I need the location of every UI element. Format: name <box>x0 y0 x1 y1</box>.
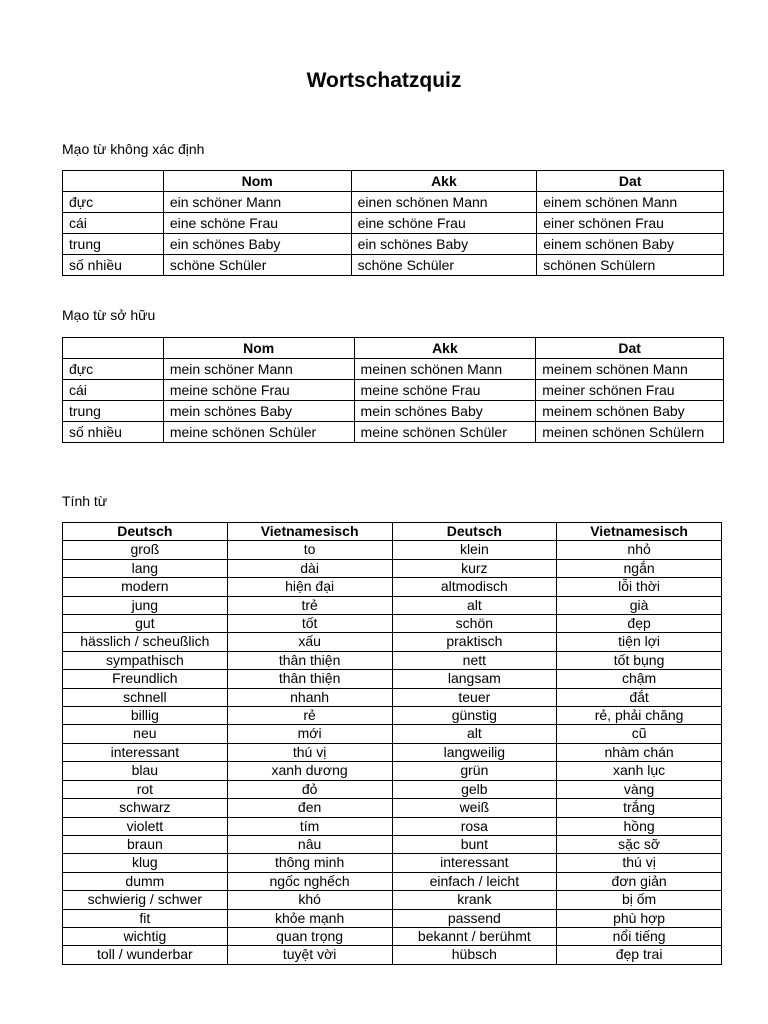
table-cell: già <box>557 596 722 614</box>
table-row <box>63 799 722 817</box>
table-cell: schöne Schüler <box>163 255 351 276</box>
table-cell: hồng <box>557 817 722 835</box>
table-row <box>63 578 722 596</box>
table-cell: meinem schönen Mann <box>536 359 724 380</box>
table-cell: langsam <box>392 670 557 688</box>
table-row <box>63 213 724 234</box>
table-cell: nett <box>392 651 557 669</box>
table-row <box>63 780 722 798</box>
table-cell: mới <box>227 725 392 743</box>
table-row <box>63 401 724 422</box>
table-cell: mein schöner Mann <box>163 359 354 380</box>
table-row <box>63 762 722 780</box>
table-cell: số nhiều <box>63 255 164 276</box>
table-cell: praktisch <box>392 633 557 651</box>
table-row <box>63 541 722 559</box>
table-cell: meine schönen Schüler <box>354 422 536 443</box>
table-cell: meine schöne Frau <box>354 380 536 401</box>
column-header: Akk <box>351 171 537 192</box>
table-row <box>63 909 722 927</box>
table-cell: bunt <box>392 835 557 853</box>
column-header <box>63 171 164 192</box>
table-cell: jung <box>63 596 228 614</box>
table-cell: billig <box>63 707 228 725</box>
table-cell: einfach / leicht <box>392 872 557 890</box>
table-row <box>63 725 722 743</box>
table-cell: vàng <box>557 780 722 798</box>
table-cell: dumm <box>63 872 228 890</box>
table-cell: ein schönes Baby <box>351 234 537 255</box>
column-header: Deutsch <box>63 523 228 541</box>
table-cell: nhỏ <box>557 541 722 559</box>
table-cell: đen <box>227 799 392 817</box>
section-label-indefinite: Mạo từ không xác định <box>62 141 205 157</box>
table-cell: ein schönes Baby <box>163 234 351 255</box>
table-cell: tuyệt vời <box>227 946 392 964</box>
table-cell: grün <box>392 762 557 780</box>
table-cell: to <box>227 541 392 559</box>
table-cell: trung <box>63 401 164 422</box>
table-cell: lang <box>63 559 228 577</box>
table-cell: khỏe mạnh <box>227 909 392 927</box>
table-cell: toll / wunderbar <box>63 946 228 964</box>
table-cell: nhanh <box>227 688 392 706</box>
table-cell: thú vị <box>227 743 392 761</box>
table-row <box>63 835 722 853</box>
column-header: Dat <box>536 338 724 359</box>
table-cell: passend <box>392 909 557 927</box>
table-cell: cũ <box>557 725 722 743</box>
table-row <box>63 946 722 964</box>
table-header-row <box>63 523 722 541</box>
table-cell: alt <box>392 596 557 614</box>
indefinite-article-table <box>62 170 724 276</box>
table-cell: schwierig / schwer <box>63 891 228 909</box>
table-cell: đực <box>63 192 164 213</box>
table-cell: chậm <box>557 670 722 688</box>
table-cell: nâu <box>227 835 392 853</box>
table-cell: mein schönes Baby <box>163 401 354 422</box>
table-cell: thú vị <box>557 854 722 872</box>
table-cell: mein schönes Baby <box>354 401 536 422</box>
table-cell: bekannt / berühmt <box>392 927 557 945</box>
table-cell: đẹp <box>557 615 722 633</box>
table-cell: tiện lợi <box>557 633 722 651</box>
table-row <box>63 380 724 401</box>
table-cell: einem schönen Baby <box>537 234 724 255</box>
table-cell: xanh dương <box>227 762 392 780</box>
column-header: Vietnamesisch <box>557 523 722 541</box>
table-cell: weiß <box>392 799 557 817</box>
table-cell: dài <box>227 559 392 577</box>
table-cell: groß <box>63 541 228 559</box>
table-row <box>63 817 722 835</box>
table-cell: rot <box>63 780 228 798</box>
table-cell: meinem schönen Baby <box>536 401 724 422</box>
table-cell: rẻ, phải chăng <box>557 707 722 725</box>
table-row <box>63 688 722 706</box>
table-cell: phù hợp <box>557 909 722 927</box>
table-cell: neu <box>63 725 228 743</box>
column-header: Vietnamesisch <box>227 523 392 541</box>
table-cell: sympathisch <box>63 651 228 669</box>
table-row <box>63 192 724 213</box>
table-cell: schwarz <box>63 799 228 817</box>
table-cell: hässlich / scheußlich <box>63 633 228 651</box>
table-cell: nổi tiếng <box>557 927 722 945</box>
table-cell: meine schöne Frau <box>163 380 354 401</box>
table-cell: đơn giản <box>557 872 722 890</box>
table-cell: bị ốm <box>557 891 722 909</box>
table-cell: gut <box>63 615 228 633</box>
table-cell: klug <box>63 854 228 872</box>
table-cell: eine schöne Frau <box>163 213 351 234</box>
table-cell: meinen schönen Mann <box>354 359 536 380</box>
section-label-possessive: Mạo từ sở hữu <box>62 307 156 323</box>
table-cell: tím <box>227 817 392 835</box>
table-cell: ein schöner Mann <box>163 192 351 213</box>
section-label-adjectives: Tính từ <box>62 493 108 509</box>
table-cell: thân thiện <box>227 670 392 688</box>
document-title: Wortschatzquiz <box>306 69 462 92</box>
possessive-article-table <box>62 337 724 443</box>
table-cell: einer schönen Frau <box>537 213 724 234</box>
table-row <box>63 559 722 577</box>
column-header <box>63 338 164 359</box>
table-cell: khó <box>227 891 392 909</box>
table-row <box>63 854 722 872</box>
table-row <box>63 707 722 725</box>
table-cell: hübsch <box>392 946 557 964</box>
table-cell: krank <box>392 891 557 909</box>
column-header: Dat <box>537 171 724 192</box>
table-row <box>63 927 722 945</box>
table-header-row <box>63 171 724 192</box>
table-cell: trẻ <box>227 596 392 614</box>
table-cell: quan trọng <box>227 927 392 945</box>
table-cell: interessant <box>392 854 557 872</box>
table-cell: schönen Schülern <box>537 255 724 276</box>
table-row <box>63 670 722 688</box>
table-cell: fit <box>63 909 228 927</box>
table-row <box>63 615 722 633</box>
table-row <box>63 234 724 255</box>
table-cell: altmodisch <box>392 578 557 596</box>
table-cell: braun <box>63 835 228 853</box>
table-cell: đẹp trai <box>557 946 722 964</box>
column-header: Nom <box>163 171 351 192</box>
table-cell: modern <box>63 578 228 596</box>
column-header: Deutsch <box>392 523 557 541</box>
table-cell: interessant <box>63 743 228 761</box>
table-cell: cái <box>63 213 164 234</box>
table-row <box>63 891 722 909</box>
column-header: Nom <box>163 338 354 359</box>
table-cell: wichtig <box>63 927 228 945</box>
table-cell: số nhiều <box>63 422 164 443</box>
table-cell: langweilig <box>392 743 557 761</box>
column-header: Akk <box>354 338 536 359</box>
table-cell: thông minh <box>227 854 392 872</box>
table-cell: đắt <box>557 688 722 706</box>
table-cell: trắng <box>557 799 722 817</box>
table-cell: eine schöne Frau <box>351 213 537 234</box>
table-cell: günstig <box>392 707 557 725</box>
table-cell: xanh lục <box>557 762 722 780</box>
table-cell: ngắn <box>557 559 722 577</box>
table-cell: meinen schönen Schülern <box>536 422 724 443</box>
table-cell: tốt bụng <box>557 651 722 669</box>
table-cell: nhàm chán <box>557 743 722 761</box>
table-cell: sặc sỡ <box>557 835 722 853</box>
table-cell: lỗi thời <box>557 578 722 596</box>
table-cell: einen schönen Mann <box>351 192 537 213</box>
table-cell: klein <box>392 541 557 559</box>
table-row <box>63 359 724 380</box>
table-row <box>63 596 722 614</box>
table-cell: schöne Schüler <box>351 255 537 276</box>
table-cell: rosa <box>392 817 557 835</box>
table-cell: alt <box>392 725 557 743</box>
table-row <box>63 422 724 443</box>
table-cell: ngốc nghếch <box>227 872 392 890</box>
table-cell: xấu <box>227 633 392 651</box>
table-cell: teuer <box>392 688 557 706</box>
table-cell: đực <box>63 359 164 380</box>
table-cell: thân thiện <box>227 651 392 669</box>
table-row <box>63 743 722 761</box>
table-cell: hiện đại <box>227 578 392 596</box>
adjective-vocabulary-table <box>62 522 722 965</box>
table-cell: đỏ <box>227 780 392 798</box>
table-cell: kurz <box>392 559 557 577</box>
table-cell: schön <box>392 615 557 633</box>
table-cell: meine schönen Schüler <box>163 422 354 443</box>
table-header-row <box>63 338 724 359</box>
table-cell: tốt <box>227 615 392 633</box>
table-cell: trung <box>63 234 164 255</box>
table-cell: gelb <box>392 780 557 798</box>
table-cell: blau <box>63 762 228 780</box>
table-row <box>63 872 722 890</box>
table-cell: violett <box>63 817 228 835</box>
table-cell: meiner schönen Frau <box>536 380 724 401</box>
table-cell: cái <box>63 380 164 401</box>
table-cell: rẻ <box>227 707 392 725</box>
table-row <box>63 651 722 669</box>
table-row <box>63 633 722 651</box>
table-cell: Freundlich <box>63 670 228 688</box>
table-row <box>63 255 724 276</box>
table-cell: schnell <box>63 688 228 706</box>
table-cell: einem schönen Mann <box>537 192 724 213</box>
